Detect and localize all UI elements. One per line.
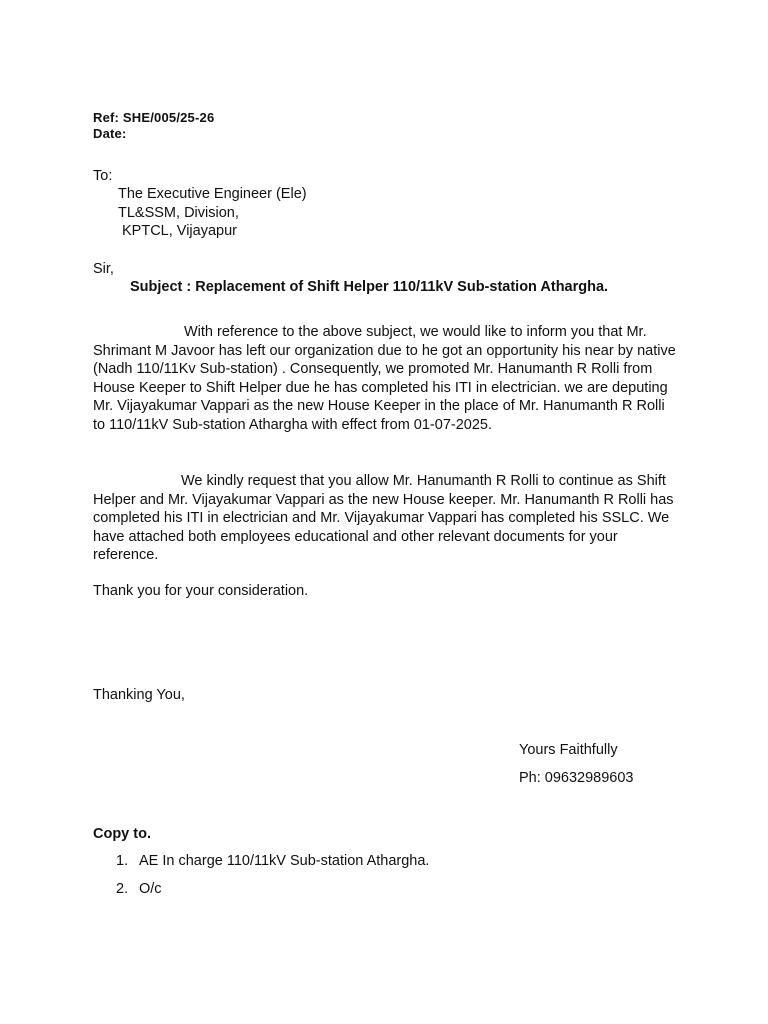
copy-to-heading: Copy to. <box>93 826 151 842</box>
body-paragraph-1: With reference to the above subject, we would like to inform you that Mr. Shrimant M Javoor has left our organization due to he got an opportunity his near by native (Nadh 110/11Kv Sub-station) . Consequently, we promoted Mr. Hanumanth R Rolli from House Keeper to Shift Helper due he has completed his ITI in electrician. we are deputing Mr. Vijayakumar Vappari as the new House Keeper in the place of Mr. Hanumanth R Rolli to 110/11kV Sub-station Athargha with effect from 01-07-2025. <box>93 324 676 433</box>
list-item-text: O/c <box>139 881 162 897</box>
date-label: Date: <box>93 126 127 141</box>
list-item-text: AE In charge 110/11kV Sub-station Athargha. <box>139 853 430 869</box>
signature-yours-faithfully: Yours Faithfully <box>519 742 618 758</box>
recipient-line-2: TL&SSM, Division, <box>118 205 239 221</box>
recipient-line-3: KPTCL, Vijayapur <box>122 223 237 239</box>
subject-line: Subject : Replacement of Shift Helper 110/11kV Sub-station Athargha. <box>130 279 609 295</box>
reference-number: Ref: SHE/005/25-26 <box>93 110 215 125</box>
to-label: To: <box>93 168 113 184</box>
closing-line: Thanking You, <box>93 687 185 703</box>
list-item-number: 2. <box>116 881 129 897</box>
body-paragraph-2: We kindly request that you allow Mr. Hanumanth R Rolli to continue as Shift Helper and Mr. Vijayakumar Vappari as the new House keeper. Mr. Hanumanth R Rolli has completed his ITI in electrician and Mr. Vijayakumar Vappari has completed his SSLC. We have attached both employees educational and other relevant documents for your reference. <box>93 473 674 563</box>
thanks-line: Thank you for your consideration. <box>93 583 309 599</box>
salutation: Sir, <box>93 261 114 277</box>
signature-phone: Ph: 09632989603 <box>519 770 634 786</box>
list-item-number: 1. <box>116 853 129 869</box>
recipient-line-1: The Executive Engineer (Ele) <box>118 186 307 202</box>
